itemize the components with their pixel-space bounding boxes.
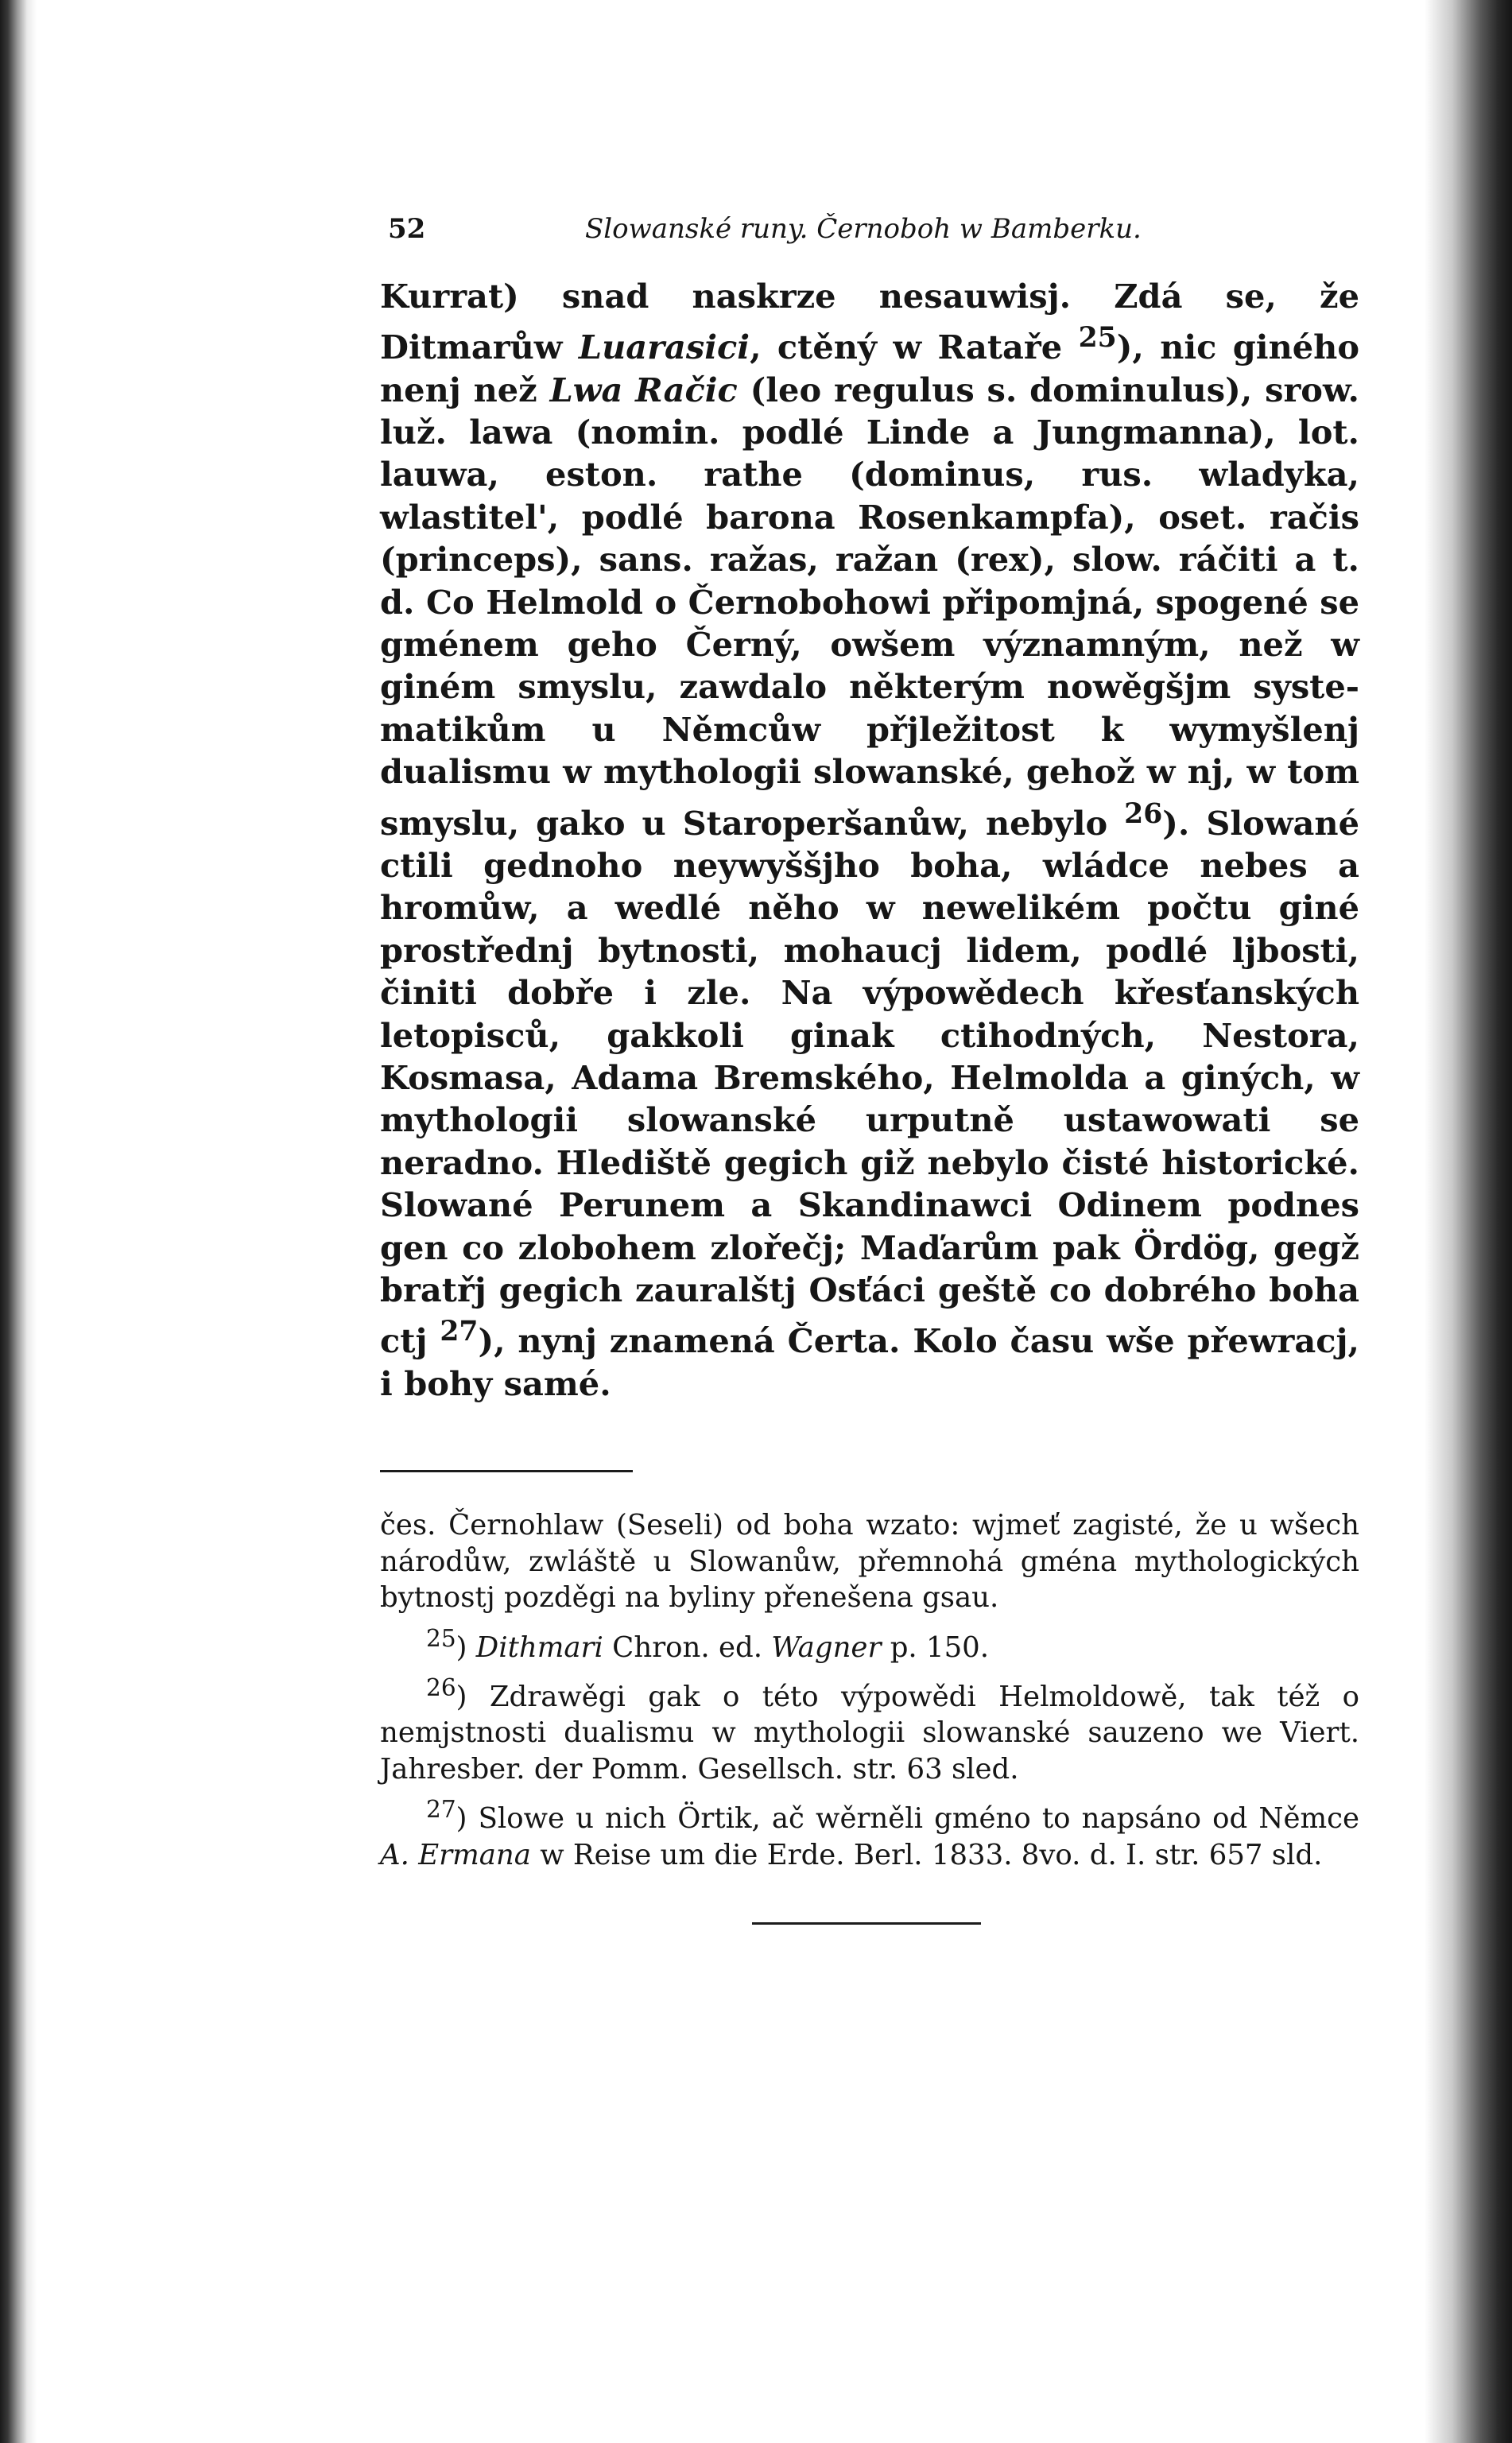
text-segment: (leo regulus s. dominulus), srow. luž. lawa (nomin. podlé Linde a Jungmanna), lot. lauwa, eston. rathe (dominus, rus. wladyka, wlastitel', podlé barona Rosenkampfa), oset. račis (princeps), sans. ražas, ražan (rex), slow. ráčiti a t. d. Co Helmold o Černobohowi připomjná, spogené se gménem geho Černý, owšem významným, než w giném smyslu, zawdalo některým nowěgšjm systematikům u Němcůw přjležitost k wymyšlenj dualismu w mythologii slowanské, gehož w nj, w tom smyslu, gako u Staroperšanůw, nebylo	[380, 370, 1359, 843]
end-rule	[752, 1922, 981, 1925]
footnote-26	[380, 1670, 1359, 1787]
footnote-author: A. Ermana	[380, 1838, 531, 1871]
scan-edge-right	[1425, 0, 1512, 2443]
page-number: 52	[388, 213, 426, 245]
footnote-27	[380, 1792, 1359, 1873]
footnote-marker: 27	[426, 1796, 456, 1824]
main-text	[380, 275, 1359, 1405]
footnote-author: Dithmari	[475, 1631, 603, 1664]
footnote-text: w Reise um die Erde. Berl. 1833. 8vo. d. I. str. 657 sld.	[530, 1838, 1323, 1871]
text-segment: , ctěný w Rataře	[750, 328, 1079, 367]
footnote-ref: 25	[1078, 322, 1117, 355]
text-segment: Kurrat) snad naskrze nesauwisj. Zdá se, že Ditmarůw	[380, 277, 1359, 367]
footnote-separator	[380, 1470, 633, 1472]
running-head	[380, 208, 1359, 264]
italic-term: Luarasici	[578, 328, 750, 367]
footnote-ref: 26	[1124, 797, 1163, 830]
book-page	[380, 208, 1359, 1925]
footnote-marker: 25	[426, 1624, 456, 1652]
footnote-text: ) Slowe u nich Örtik, ač wěrněli gméno to napsáno od Němce	[456, 1802, 1359, 1836]
footnote-text: Chron. ed.	[603, 1631, 772, 1664]
italic-term: Lwa Račic	[549, 370, 738, 409]
footnote-text: p. 150.	[881, 1631, 990, 1664]
footnote-ref: 27	[440, 1316, 479, 1348]
running-title: Slowanské runy. Černoboh w Bamberku.	[585, 213, 1142, 245]
footnote-editor: Wagner	[771, 1631, 882, 1664]
footnote-text: ) Zdrawěgi gak o této výpowědi Helmoldowě, tak též o nemjstnosti dualismu w mythologii slowanské sauzeno we Viert. Jahresber. der Pomm. Gesellsch. str. 63 sled.	[380, 1680, 1359, 1786]
text-segment: ). Slowané ctili gednoho neywyššjho boha, wládce nebes a hromůw, a wedlé něho w newelikém počtu giné prostřednj bytnosti, mohaucj lidem, podlé ljbosti, činiti dobře i zle. Na výpowědech křesťanských letopisců, gakkoli ginak ctihodných, Nestora, Kosmasa, Adama Bremského, Helmolda a giných, w mythologii slowanské urputně ustawowati se neradno. Hlediště gegich giž nebylo čisté historické. Slowané Perunem a Skandinawci Odinem podnes gen co zlobohem zlořečj; Maďarům pak Ördög, gegž bratřj gegich zauralštj Osťáci geště co dobrého boha ctj	[380, 803, 1360, 1361]
footnote-continuation: čes. Černohlaw (Seseli) od boha wzato: wjmeť zagisté, že u wšech národůw, zwláště u Slowanůw, přemnohá gména mythologických bytnostj pozděgi na byliny přenešena gsau.	[380, 1509, 1359, 1615]
footnotes	[380, 1507, 1359, 1873]
text-segment: ), nic giného nenj než	[380, 328, 1360, 409]
text-segment: ), nynj znamená Čerta. Kolo času wše přewracj, i bohy samé.	[380, 1321, 1359, 1403]
scan-edge-left	[0, 0, 37, 2443]
body-paragraph	[380, 275, 1359, 1405]
footnote-marker: 26	[426, 1673, 456, 1701]
footnote-25: $^{25}$) Dithmari Chron. ed. Wagner p. 150.	[426, 1624, 990, 1664]
